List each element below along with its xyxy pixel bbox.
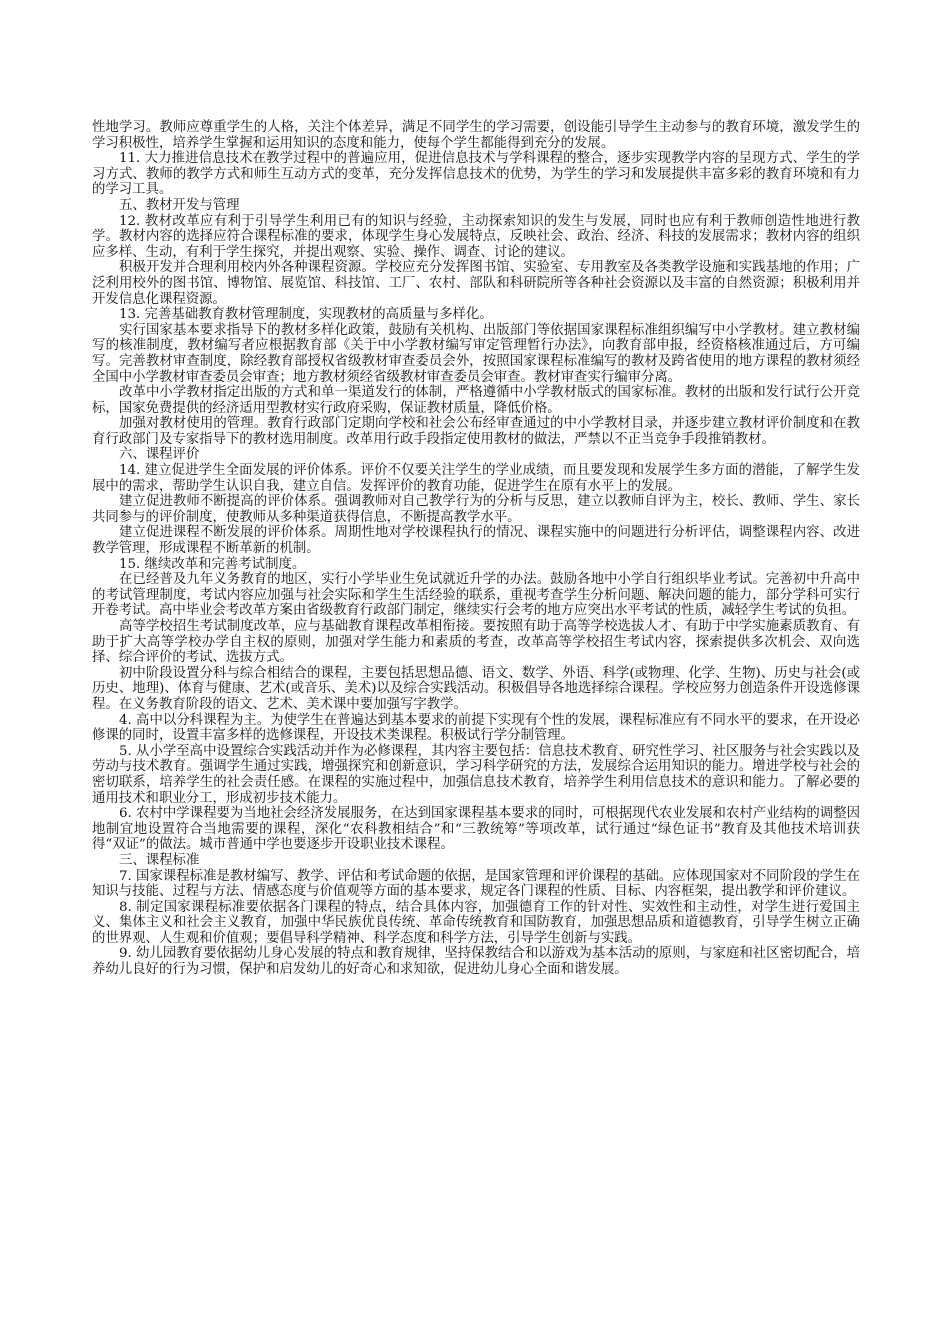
paragraph: 性地学习。教师应尊重学生的人格，关注个体差异，满足不同学生的学习需要，创设能引导学生主动参与的教育环境，激发学生的学习积极性，培养学生掌握和运用知识的态度和能力，使每个学生都能得到充分的发展。: [92, 120, 860, 151]
paragraph: 在已经普及九年义务教育的地区，实行小学毕业生免试就近升学的办法。鼓励各地中小学自行组织毕业考试。完善初中升高中的考试管理制度，考试内容应加强与社会实际和学生生活经验的联系，重视考查学生分析问题、解决问题的能力，部分学科可实行开卷考试。高中毕业会考改革方案由省级教育行政部门制定，继续实行会考的地方应突出水平考试的性质，减轻学生考试的负担。: [92, 572, 860, 619]
section-heading: 三、课程标准: [119, 852, 200, 868]
paragraph: 7. 国家课程标准是教材编写、教学、评估和考试命题的依据，是国家管理和评价课程的基础。应体现国家对不同阶段的学生在知识与技能、过程与方法、情感态度与价值观等方面的基本要求，规定各门课程的性质、目标、内容框架，提出教学和评价建议。: [92, 868, 860, 900]
paragraph: 高等学校招生考试制度改革，应与基础教育课程改革相衔接。要按照有助于高等学校选拔人才、有助于中学实施素质教育、有助于扩大高等学校办学自主权的原则，加强对学生能力和素质的考查，改革高等学校招生考试内容，探索提供多次机会、双向选择、综合评价的考试、选拔方式。: [92, 619, 860, 666]
paragraph: 8. 制定国家课程标准要依据各门课程的特点，结合具体内容，加强德育工作的针对性、实效性和主动性，对学生进行爱国主义、集体主义和社会主义教育，加强中华民族优良传统、革命传统教育和国防教育，加强思想品质和道德教育，引导学生树立正确的世界观、人生观和价值观；要倡导科学精神、科学态度和科学方法，引导学生创新与实践。: [92, 899, 860, 946]
paragraph: 初中阶段设置分科与综合相结合的课程，主要包括思想品德、语文、数学、外语、科学(或物理、化学、生物)、历史与社会(或历史、地理)、体育与健康、艺术(或音乐、美术)以及综合实践活动。积极倡导各地选择综合课程。学校应努力创造条件开设选修课程。在义务教育阶段的语文、艺术、美术课中要加强写字教学。: [92, 665, 860, 712]
section-heading: 六、课程评价: [119, 447, 200, 463]
paragraph: 建立促进课程不断发展的评价体系。周期性地对学校课程执行的情况、课程实施中的问题进行分析评估，调整课程内容、改进教学管理，形成课程不断革新的机制。: [92, 525, 860, 557]
paragraph: 积极开发并合理利用校内外各种课程资源。学校应充分发挥图书馆、实验室、专用教室及各类教学设施和实践基地的作用；广泛利用校外的图书馆、博物馆、展览馆、科技馆、工厂、农村、部队和科研院所等各种社会资源以及丰富的自然资源；积极利用并开发信息化课程资源。: [92, 260, 860, 307]
paragraph: 建立促进教师不断提高的评价体系。强调教师对自己教学行为的分析与反思，建立以教师自评为主，校长、教师、学生、家长共同参与的评价制度，使教师从多种渠道获得信息，不断提高教学水平。: [92, 494, 860, 525]
paragraph: 改革中小学教材指定出版的方式和单一渠道发行的体制，严格遵循中小学教材版式的国家标准。教材的出版和发行试行公开竞标，国家免费提供的经济适用型教材实行政府采购，保证教材质量，降低价格。: [92, 385, 860, 416]
paragraph: 5. 从小学至高中设置综合实践活动并作为必修课程，其内容主要包括：信息技术教育、研究性学习、社区服务与社会实践以及劳动与技术教育。强调学生通过实践，增强探究和创新意识，学习科学研究的方法，发展综合运用知识的能力。增进学校与社会的密切联系，培养学生的社会责任感。在课程的实施过程中，加强信息技术教育，培养学生利用信息技术的意识和能力。了解必要的通用技术和职业分工，形成初步技术能力。: [92, 743, 860, 806]
document-body: [92, 120, 860, 978]
paragraph: 14. 建立促进学生全面发展的评价体系。评价不仅要关注学生的学业成绩，而且要发现和发展学生多方面的潜能，了解学生发展中的需求，帮助学生认识自我，建立自信。发挥评价的教育功能，促进学生在原有水平上的发展。: [92, 463, 860, 494]
paragraph: 15. 继续改革和完善考试制度。: [119, 556, 306, 572]
paragraph: 12. 教材改革应有利于引导学生利用已有的知识与经验，主动探索知识的发生与发展，同时也应有利于教师创造性地进行教学。教材内容的选择应符合课程标准的要求，体现学生身心发展特点，反映社会、政治、经济、科技的发展需求；教材内容的组织应多样、生动，有利于学生探究，并提出观察、实验、操作、调查、讨论的建议。: [92, 213, 860, 260]
paragraph: 13. 完善基础教育教材管理制度，实现教材的高质量与多样化。: [119, 307, 493, 323]
paragraph: 实行国家基本要求指导下的教材多样化政策，鼓励有关机构、出版部门等依据国家课程标准组织编写中小学教材。建立教材编写的核准制度，教材编写者应根据教育部《关于中小学教材编写审定管理暂行办法》，向教育部申报，经资格核准通过后，方可编写。完善教材审查制度，除经教育部授权省级教材审查委员会外，按照国家课程标准编写的教材及跨省使用的地方课程的教材须经全国中小学教材审查委员会审查；地方教材须经省级教材审查委员会审查。教材审查实行编审分离。: [92, 322, 860, 385]
paragraph: 加强对教材使用的管理。教育行政部门定期向学校和社会公布经审查通过的中小学教材目录，并逐步建立教材评价制度和在教育行政部门及专家指导下的教材选用制度。改革用行政手段指定使用教材的做法，严禁以不正当竞争手段推销教材。: [92, 416, 860, 447]
paragraph: 4. 高中以分科课程为主。为使学生在普遍达到基本要求的前提下实现有个性的发展，课程标准应有不同水平的要求，在开设必修课的同时，设置丰富多样的选修课程，开设技术类课程。积极试行学分制管理。: [92, 712, 860, 744]
paragraph: 11. 大力推进信息技术在教学过程中的普遍应用，促进信息技术与学科课程的整合，逐步实现教学内容的呈现方式、学生的学习方式、教师的教学方式和师生互动方式的变革，充分发挥信息技术的优势，为学生的学习和发展提供丰富多彩的教育环境和有力的学习工具。: [92, 151, 860, 198]
section-heading: 五、教材开发与管理: [119, 197, 240, 213]
paragraph: 6. 农村中学课程要为当地社会经济发展服务，在达到国家课程基本要求的同时，可根据现代农业发展和农村产业结构的调整因地制宜地设置符合当地需要的课程，深化“农科教相结合”和“三教统筹”等项改革，试行通过“绿色证书”教育及其他技术培训获得“双证”的做法。城市普通中学也要逐步开设职业技术课程。: [92, 806, 860, 853]
paragraph: 9. 幼儿园教育要依据幼儿身心发展的特点和教育规律，坚持保教结合和以游戏为基本活动的原则，与家庭和社区密切配合，培养幼儿良好的行为习惯，保护和启发幼儿的好奇心和求知欲，促进幼儿身心全面和谐发展。: [92, 946, 860, 978]
